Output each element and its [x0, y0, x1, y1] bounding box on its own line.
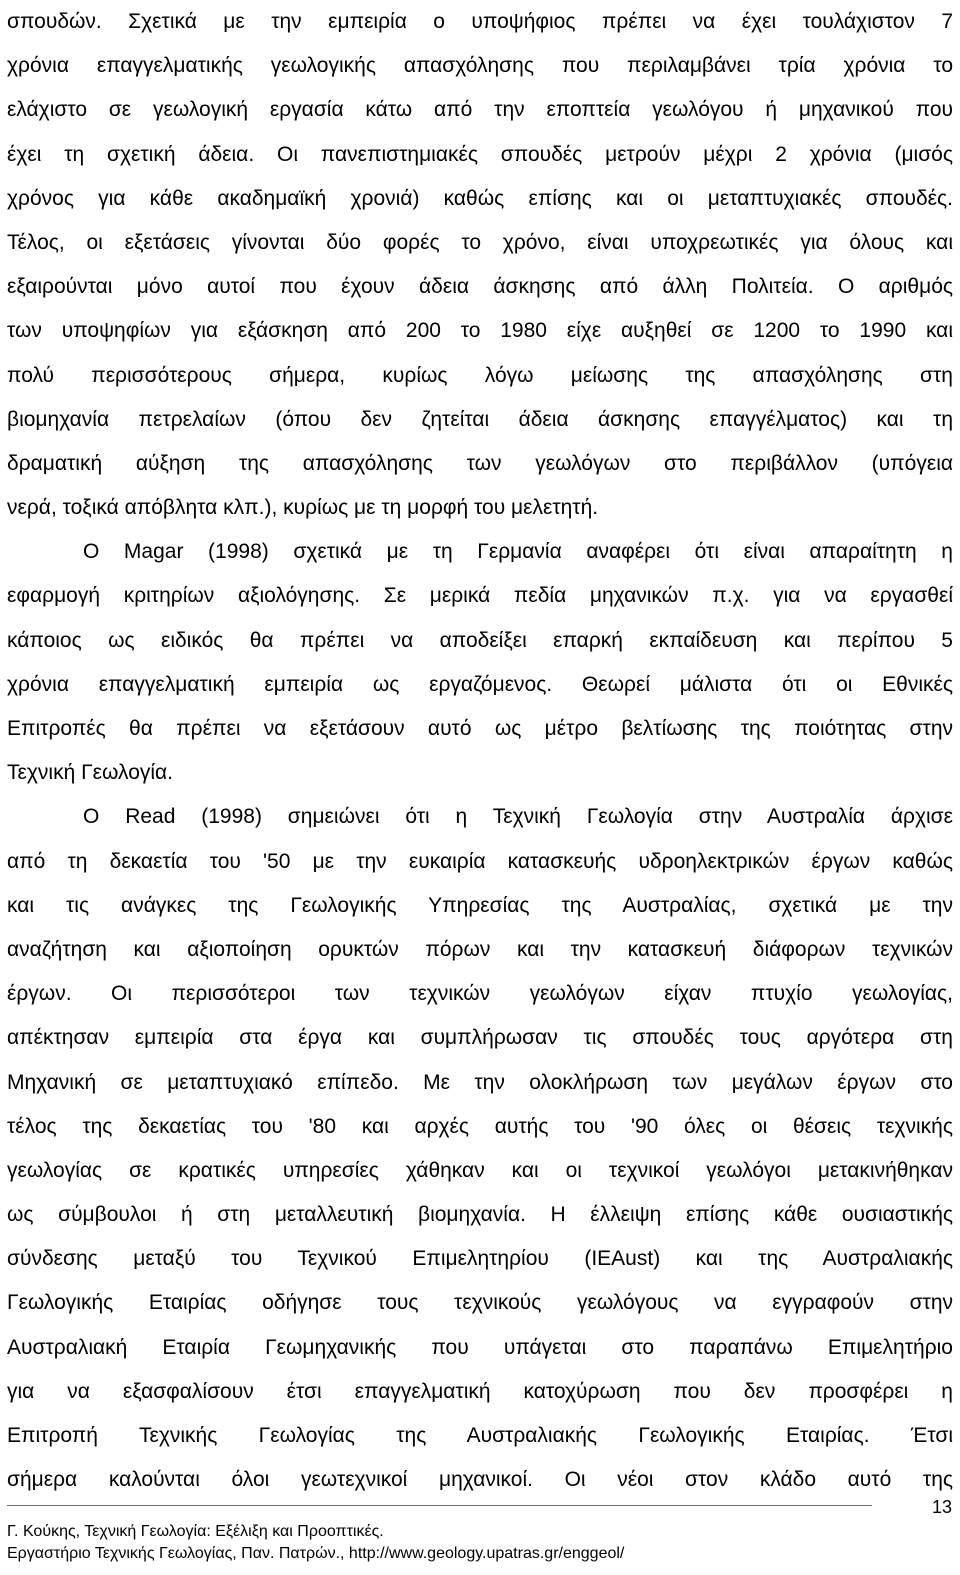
paragraph-start-line: Ο Magar (1998) σχετικά με τη Γερμανία αναφέρει ότι είναι απαραίτητη η — [83, 540, 953, 564]
text-line: σύνδεσης μεταξύ του Τεχνικού Επιμελητηρίου (IEAust) και της Αυστραλιακής — [7, 1247, 953, 1271]
body-text — [7, 0, 953, 1502]
text-line: των υποψηφίων για εξάσκηση από 200 το 1980 είχε αυξηθεί σε 1200 το 1990 και — [7, 319, 953, 343]
footer-divider — [7, 1505, 872, 1506]
text-line: αναζήτηση και αξιοποίηση ορυκτών πόρων και την κατασκευή διάφορων τεχνικών — [7, 937, 953, 961]
text-line: βιομηχανία πετρελαίων (όπου δεν ζητείται άδεια άσκησης επαγγέλματος) και τη — [7, 407, 953, 431]
text-line: ως σύμβουλοι ή στη μεταλλευτική βιομηχανία. Η έλλειψη επίσης κάθε ουσιαστικής — [7, 1203, 953, 1227]
text-line: και τις ανάγκες της Γεωλογικής Υπηρεσίας της Αυστραλίας, σχετικά με την — [7, 893, 953, 917]
text-line: σπουδών. Σχετικά με την εμπειρία ο υποψήφιος πρέπει να έχει τουλάχιστον 7 — [7, 10, 953, 33]
text-line: Τέλος, οι εξετάσεις γίνονται δύο φορές το χρόνο, είναι υποχρεωτικές για όλους και — [7, 230, 953, 254]
text-line: Μηχανική σε μεταπτυχιακό επίπεδο. Με την ολοκλήρωση των μεγάλων έργων στο — [7, 1070, 953, 1094]
text-line: έχει τη σχετική άδεια. Οι πανεπιστημιακές σπουδές μετρούν μέχρι 2 χρόνια (μισός — [7, 142, 953, 166]
paragraph-start-line: Ο Read (1998) σημειώνει ότι η Τεχνική Γεωλογία στην Αυστραλία άρχισε — [83, 805, 953, 829]
text-line: Επιτροπή Τεχνικής Γεωλογίας της Αυστραλιακής Γεωλογικής Εταιρίας. Έτσι — [7, 1424, 953, 1447]
footer — [7, 1521, 624, 1565]
text-line: τέλος της δεκαετίας του '80 και αρχές αυτής του '90 όλες οι θέσεις τεχνικής — [7, 1114, 953, 1138]
page-number: 13 — [931, 1497, 952, 1517]
text-line: απέκτησαν εμπειρία στα έργα και συμπλήρωσαν τις σπουδές τους αργότερα στη — [7, 1026, 953, 1050]
text-line: ελάχιστο σε γεωλογική εργασία κάτω από την εποπτεία γεωλόγου ή μηχανικού που — [7, 98, 953, 122]
text-line: πολύ περισσότερους σήμερα, κυρίως λόγω μείωσης της απασχόλησης στη — [7, 363, 953, 387]
text-line: νερά, τοξικά απόβλητα κλπ.), κυρίως με τη μορφή του μελετητή. — [7, 496, 599, 520]
text-line: σήμερα καλούνται όλοι γεωτεχνικοί μηχανικοί. Οι νέοι στον κλάδο αυτό της — [7, 1468, 953, 1492]
text-line: χρόνος για κάθε ακαδημαϊκή χρονιά) καθώς επίσης και οι μεταπτυχιακές σπουδές. — [7, 186, 953, 210]
text-line: κάποιος ως ειδικός θα πρέπει να αποδείξει επαρκή εκπαίδευση και περίπου 5 — [7, 628, 953, 652]
text-line: δραματική αύξηση της απασχόλησης των γεωλόγων στο περιβάλλον (υπόγεια — [7, 451, 953, 475]
text-line: έργων. Οι περισσότεροι των τεχνικών γεωλόγων είχαν πτυχίο γεωλογίας, — [7, 982, 953, 1006]
text-line: Γεωλογικής Εταιρίας οδήγησε τους τεχνικούς γεωλόγους να εγγραφούν στην — [7, 1291, 953, 1315]
text-line: Τεχνική Γεωλογία. — [7, 761, 174, 785]
text-line: χρόνια επαγγελματικής γεωλογικής απασχόλησης που περιλαμβάνει τρία χρόνια το — [7, 54, 953, 78]
text-line: γεωλογίας σε κρατικές υπηρεσίες χάθηκαν και οι τεχνικοί γεωλόγοι μετακινήθηκαν — [7, 1158, 953, 1182]
text-line: για να εξασφαλίσουν έτσι επαγγελματική κατοχύρωση που δεν προσφέρει η — [7, 1379, 953, 1403]
footer-citation: Γ. Κούκης, Τεχνική Γεωλογία: Εξέλιξη και Προοπτικές. — [7, 1523, 384, 1540]
text-line: εξαιρούνται μόνο αυτοί που έχουν άδεια άσκησης από άλλη Πολιτεία. Ο αριθμός — [7, 275, 953, 299]
text-line: εφαρμογή κριτηρίων αξιολόγησης. Σε μερικά πεδία μηχανικών π.χ. για να εργασθεί — [7, 584, 953, 608]
text-line: από τη δεκαετία του '50 με την ευκαιρία κατασκευής υδροηλεκτρικών έργων καθώς — [7, 849, 953, 873]
text-line: χρόνια επαγγελματική εμπειρία ως εργαζόμενος. Θεωρεί μάλιστα ότι οι Εθνικές — [7, 672, 953, 696]
text-line: Επιτροπές θα πρέπει να εξετάσουν αυτό ως μέτρο βελτίωσης της ποιότητας στην — [7, 717, 953, 740]
text-line: Αυστραλιακή Εταιρία Γεωμηχανικής που υπάγεται στο παραπάνω Επιμελητήριο — [7, 1335, 953, 1359]
footer-affiliation: Εργαστήριο Τεχνικής Γεωλογίας, Παν. Πατρών., http://www.geology.upatras.gr/enggeol/ — [7, 1545, 625, 1562]
